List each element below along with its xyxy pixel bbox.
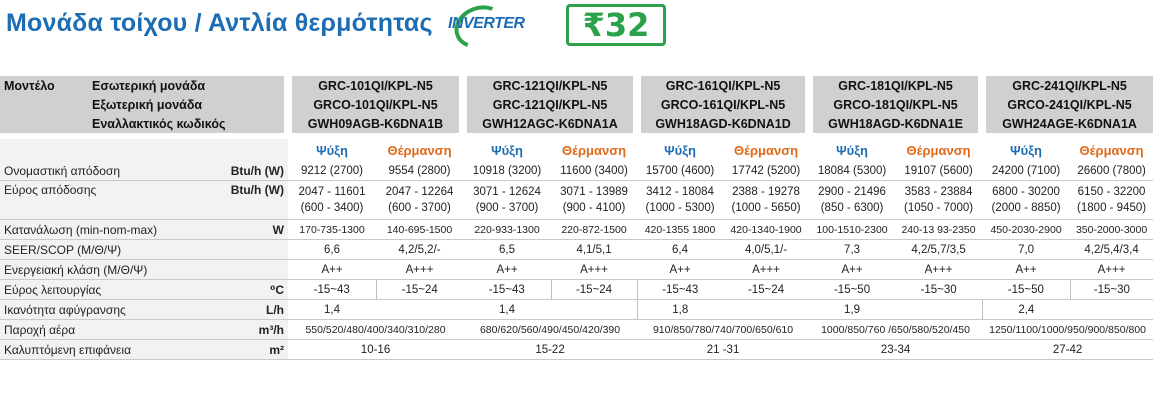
model-cell: GRC-161QI/KPL-N5 bbox=[637, 76, 809, 95]
row-label: Ενεργειακή κλάση (Μ/Θ/Ψ) bbox=[0, 260, 198, 280]
row-unit: L/h bbox=[198, 300, 288, 320]
table-cell: 910/850/780/740/700/650/610 bbox=[637, 320, 809, 340]
model-cell: GRC-241QI/KPL-N5 bbox=[982, 76, 1153, 95]
table-row bbox=[0, 300, 1153, 320]
header-label-model: Μοντέλο bbox=[0, 76, 88, 95]
table-cell: -15~43 bbox=[463, 280, 551, 300]
table-row bbox=[0, 260, 1153, 280]
table-cell: A++ bbox=[982, 260, 1070, 280]
table-cell: 24200 (7100) bbox=[982, 161, 1070, 181]
table-cell: 1,8 bbox=[637, 300, 723, 320]
model-cell: GRCO-241QI/KPL-N5 bbox=[982, 95, 1153, 114]
range-watt: (1000 - 5300) bbox=[645, 202, 715, 214]
table-cell: 170-735-1300 bbox=[288, 220, 376, 240]
inverter-logo-text: INVERTER bbox=[448, 15, 525, 32]
row-label: Καλυπτόμενη επιφάνεια bbox=[0, 340, 198, 360]
table-cell: A+++ bbox=[723, 260, 809, 280]
table-cell: -15~50 bbox=[809, 280, 895, 300]
table-cell: 6,5 bbox=[463, 240, 551, 260]
row-unit: Btu/h (W) bbox=[198, 161, 288, 181]
table-cell: A+++ bbox=[1070, 260, 1153, 280]
table-cell: 1,4 bbox=[463, 300, 551, 320]
row-unit: m³/h bbox=[198, 320, 288, 340]
range-watt: (850 - 6300) bbox=[820, 202, 884, 214]
table-cell bbox=[463, 181, 551, 220]
range-btu: 3071 - 13989 bbox=[560, 186, 628, 198]
row-label: Ικανότητα αφύγρανσης bbox=[0, 300, 198, 320]
row-label: Εύρος απόδοσης bbox=[0, 181, 198, 220]
table-cell: -15~24 bbox=[376, 280, 463, 300]
table-cell: 26600 (7800) bbox=[1070, 161, 1153, 181]
table-cell: -15~30 bbox=[1070, 280, 1153, 300]
mode-cooling-label: Ψύξη bbox=[1010, 142, 1042, 158]
table-cell: 6,4 bbox=[637, 240, 723, 260]
row-unit bbox=[198, 260, 288, 280]
table-cell: 100-1510-2300 bbox=[809, 220, 895, 240]
table-cell bbox=[1070, 300, 1153, 320]
range-btu: 2047 - 11601 bbox=[298, 186, 366, 198]
range-btu: 3583 - 23884 bbox=[904, 186, 973, 198]
row-label: Εύρος λειτουργίας bbox=[0, 280, 198, 300]
table-cell: 4,2/5,2/- bbox=[376, 240, 463, 260]
header-label-empty bbox=[0, 114, 88, 136]
table-cell bbox=[895, 181, 982, 220]
row-unit: Btu/h (W) bbox=[198, 181, 288, 220]
range-btu: 2900 - 21496 bbox=[818, 186, 886, 198]
table-cell: 6,6 bbox=[288, 240, 376, 260]
model-cell: GRC-121QI/KPL-N5 bbox=[463, 95, 637, 114]
r32-refrigerant-badge: ₹32 bbox=[566, 4, 666, 46]
header-row-altcode bbox=[0, 114, 1153, 136]
header-row-outdoor bbox=[0, 95, 1153, 114]
table-cell: 240-13 93-2350 bbox=[895, 220, 982, 240]
inverter-logo bbox=[446, 4, 556, 44]
range-btu: 3412 - 18084 bbox=[646, 186, 714, 198]
mode-cooling-label: Ψύξη bbox=[664, 142, 696, 158]
table-cell: -15~50 bbox=[982, 280, 1070, 300]
table-cell: A++ bbox=[288, 260, 376, 280]
table-cell: 11600 (3400) bbox=[551, 161, 637, 181]
table-cell: A++ bbox=[809, 260, 895, 280]
table-cell: 220-872-1500 bbox=[551, 220, 637, 240]
range-btu: 2047 - 12264 bbox=[385, 186, 454, 198]
range-watt: (1800 - 9450) bbox=[1077, 202, 1147, 214]
mode-cooling-label: Ψύξη bbox=[491, 142, 523, 158]
table-cell bbox=[982, 181, 1070, 220]
table-cell bbox=[723, 300, 809, 320]
table-cell: 4,0/5,1/- bbox=[723, 240, 809, 260]
mode-heating-label: Θέρμανση bbox=[906, 142, 971, 158]
table-cell: 220-933-1300 bbox=[463, 220, 551, 240]
table-cell: 350-2000-3000 bbox=[1070, 220, 1153, 240]
range-watt: (1000 - 5650) bbox=[731, 202, 801, 214]
table-cell: 7,0 bbox=[982, 240, 1070, 260]
table-cell: 19107 (5600) bbox=[895, 161, 982, 181]
table-cell bbox=[288, 181, 376, 220]
mode-row bbox=[0, 136, 1153, 161]
table-cell: 15-22 bbox=[463, 340, 637, 360]
row-label: Ονομαστική απόδοση bbox=[0, 161, 198, 181]
table-cell: -15~30 bbox=[895, 280, 982, 300]
table-cell bbox=[376, 181, 463, 220]
table-cell: 21 -31 bbox=[637, 340, 809, 360]
table-cell bbox=[551, 181, 637, 220]
table-cell: -15~43 bbox=[637, 280, 723, 300]
range-btu: 2388 - 19278 bbox=[732, 186, 800, 198]
model-cell: GRC-181QI/KPL-N5 bbox=[809, 76, 982, 95]
model-cell: GRCO-101QI/KPL-N5 bbox=[288, 95, 463, 114]
range-watt: (600 - 3700) bbox=[388, 202, 451, 214]
row-label: Παροχή αέρα bbox=[0, 320, 198, 340]
table-cell: 1000/850/760 /650/580/520/450 bbox=[809, 320, 982, 340]
table-cell: 9212 (2700) bbox=[288, 161, 376, 181]
table-cell: A+++ bbox=[376, 260, 463, 280]
mode-cooling-label: Ψύξη bbox=[316, 142, 348, 158]
table-cell: 17742 (5200) bbox=[723, 161, 809, 181]
range-btu: 6800 - 30200 bbox=[992, 186, 1060, 198]
table-row bbox=[0, 220, 1153, 240]
model-cell: GWH18AGD-K6DNA1E bbox=[809, 114, 982, 136]
table-cell: 2,4 bbox=[982, 300, 1070, 320]
range-watt: (900 - 3700) bbox=[475, 202, 539, 214]
table-row bbox=[0, 280, 1153, 300]
table-row bbox=[0, 181, 1153, 220]
range-watt: (900 - 4100) bbox=[562, 202, 626, 214]
table-cell: A++ bbox=[637, 260, 723, 280]
model-cell: GRC-101QI/KPL-N5 bbox=[288, 76, 463, 95]
table-cell: 420-1355 1800 bbox=[637, 220, 723, 240]
table-cell: 1,4 bbox=[288, 300, 376, 320]
table-cell bbox=[895, 300, 982, 320]
table-cell bbox=[809, 181, 895, 220]
model-cell: GWH09AGB-K6DNA1B bbox=[288, 114, 463, 136]
table-cell: A+++ bbox=[895, 260, 982, 280]
model-cell: GWH24AGE-K6DNA1A bbox=[982, 114, 1153, 136]
header-row-indoor bbox=[0, 76, 1153, 95]
header-sublabel: Εξωτερική μονάδα bbox=[88, 95, 288, 114]
table-row bbox=[0, 340, 1153, 360]
table-row bbox=[0, 240, 1153, 260]
table-cell: 680/620/560/490/450/420/390 bbox=[463, 320, 637, 340]
mode-heating-label: Θέρμανση bbox=[734, 142, 799, 158]
mode-heating-label: Θέρμανση bbox=[387, 142, 452, 158]
header-sublabel: Εσωτερική μονάδα bbox=[88, 76, 288, 95]
row-unit bbox=[198, 240, 288, 260]
range-btu: 6150 - 32200 bbox=[1077, 186, 1146, 198]
table-row bbox=[0, 320, 1153, 340]
range-btu: 3071 - 12624 bbox=[473, 186, 541, 198]
mode-row-spacer bbox=[0, 136, 288, 161]
row-label: SEER/SCOP (Μ/Θ/Ψ) bbox=[0, 240, 198, 260]
table-cell: 140-695-1500 bbox=[376, 220, 463, 240]
table-cell: 7,3 bbox=[809, 240, 895, 260]
model-cell: GWH18AGD-K6DNA1D bbox=[637, 114, 809, 136]
table-cell: 23-34 bbox=[809, 340, 982, 360]
mode-cooling-label: Ψύξη bbox=[836, 142, 868, 158]
range-watt: (600 - 3400) bbox=[300, 202, 364, 214]
table-cell bbox=[551, 300, 637, 320]
model-cell: GRCO-181QI/KPL-N5 bbox=[809, 95, 982, 114]
range-watt: (2000 - 8850) bbox=[991, 202, 1061, 214]
table-cell bbox=[376, 300, 463, 320]
table-cell: A++ bbox=[463, 260, 551, 280]
table-cell: 4,2/5,7/3,5 bbox=[895, 240, 982, 260]
table-cell: 18084 (5300) bbox=[809, 161, 895, 181]
row-label: Κατανάλωση (min-nom-max) bbox=[0, 220, 198, 240]
spec-table bbox=[0, 76, 1153, 360]
header-sublabel: Εναλλακτικός κωδικός bbox=[88, 114, 288, 136]
table-cell: 10918 (3200) bbox=[463, 161, 551, 181]
table-cell: 15700 (4600) bbox=[637, 161, 723, 181]
table-cell: 1,9 bbox=[809, 300, 895, 320]
table-cell: 420-1340-1900 bbox=[723, 220, 809, 240]
table-cell: 4,2/5,4/3,4 bbox=[1070, 240, 1153, 260]
model-cell: GRC-121QI/KPL-N5 bbox=[463, 76, 637, 95]
header-label-empty bbox=[0, 95, 88, 114]
table-cell: -15~43 bbox=[288, 280, 376, 300]
table-cell: 4,1/5,1 bbox=[551, 240, 637, 260]
table-cell: 10-16 bbox=[288, 340, 463, 360]
table-cell: 9554 (2800) bbox=[376, 161, 463, 181]
row-unit: ⁰C bbox=[198, 280, 288, 300]
model-cell: GWH12AGC-K6DNA1A bbox=[463, 114, 637, 136]
table-cell: 27-42 bbox=[982, 340, 1153, 360]
row-unit: W bbox=[198, 220, 288, 240]
table-cell bbox=[637, 181, 723, 220]
table-cell: -15~24 bbox=[723, 280, 809, 300]
table-cell: 550/520/480/400/340/310/280 bbox=[288, 320, 463, 340]
table-cell bbox=[723, 181, 809, 220]
table-cell: 450-2030-2900 bbox=[982, 220, 1070, 240]
mode-heating-label: Θέρμανση bbox=[1079, 142, 1144, 158]
page-title: Μονάδα τοίχου / Αντλία θερμότητας bbox=[6, 9, 433, 37]
row-unit: m² bbox=[198, 340, 288, 360]
mode-heating-label: Θέρμανση bbox=[562, 142, 627, 158]
table-row bbox=[0, 161, 1153, 181]
table-cell: -15~24 bbox=[551, 280, 637, 300]
table-cell bbox=[1070, 181, 1153, 220]
table-cell: A+++ bbox=[551, 260, 637, 280]
page-header bbox=[0, 0, 1153, 48]
model-cell: GRCO-161QI/KPL-N5 bbox=[637, 95, 809, 114]
range-watt: (1050 - 7000) bbox=[904, 202, 974, 214]
table-cell: 1250/1100/1000/950/900/850/800 bbox=[982, 320, 1153, 340]
